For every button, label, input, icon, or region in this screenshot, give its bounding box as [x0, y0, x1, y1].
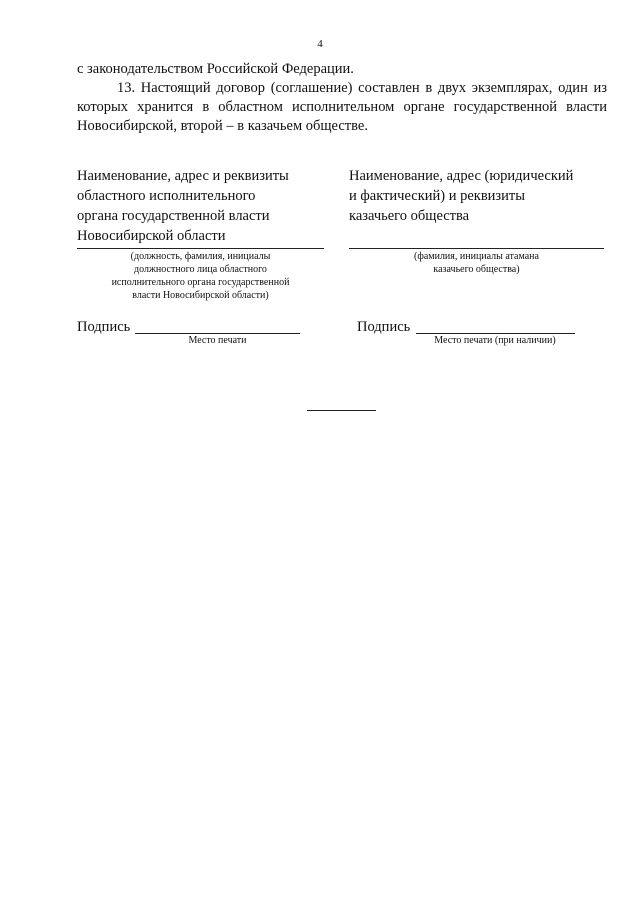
left-heading-line: Наименование, адрес и реквизиты	[77, 168, 289, 184]
left-signature-label: Подпись	[77, 319, 131, 335]
paragraph-clause-13: 13. Настоящий договор (соглашение) составлен в двух экземплярах, один из которых хранится в областном исполнительном органе государственной власти Новосибирской, второй – в казачьем обществе.	[77, 80, 607, 134]
paragraph-legislation: с законодательством Российской Федерации.	[77, 61, 354, 77]
left-heading-line: областного исполнительного	[77, 188, 256, 204]
right-heading-line: казачьего общества	[349, 208, 470, 224]
left-name-underline	[77, 248, 324, 249]
right-stamp-caption: Место печати (при наличии)	[434, 335, 556, 346]
right-heading-line: и фактический) и реквизиты	[349, 188, 525, 204]
left-signature-line	[135, 333, 300, 334]
caption-line: (фамилия, инициалы атамана	[414, 251, 539, 262]
right-party-heading	[349, 166, 609, 226]
left-heading-line: органа государственной власти	[77, 208, 270, 224]
caption-line: должностного лица областного	[134, 264, 267, 275]
caption-line: казачьего общества)	[433, 264, 520, 275]
caption-line: исполнительного органа государственной	[111, 277, 290, 288]
caption-line: (должность, фамилия, инициалы	[130, 251, 271, 262]
right-heading-line: Наименование, адрес (юридический	[349, 168, 574, 184]
caption-line: власти Новосибирской области)	[132, 290, 269, 301]
left-name-caption	[77, 250, 324, 302]
right-name-underline	[349, 248, 604, 249]
end-of-document-rule	[307, 410, 376, 411]
left-stamp-caption: Место печати	[188, 335, 247, 346]
document-body	[77, 60, 607, 136]
right-signature-line	[416, 333, 575, 334]
left-party-heading	[77, 166, 337, 246]
right-signature-label: Подпись	[357, 319, 411, 335]
page-number: 4	[317, 38, 323, 50]
right-name-caption	[349, 250, 604, 276]
left-heading-line: Новосибирской области	[77, 228, 226, 244]
